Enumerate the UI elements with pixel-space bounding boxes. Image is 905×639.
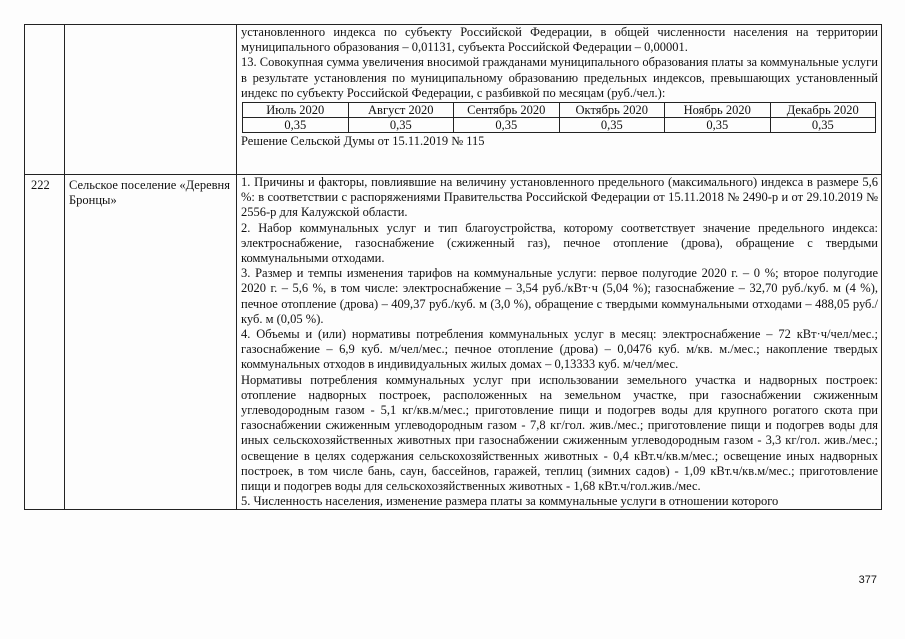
page-number: 377 xyxy=(858,574,877,586)
paragraph-2: 2. Набор коммунальных услуг и тип благоустройства, которому соответствует значение предельного индекса: электроснабжение, газоснабжение (сжиженный газ), печное отопление (дрова), обращение с твердыми коммунальными отходами. xyxy=(241,220,878,266)
paragraph-4: 4. Объемы и (или) нормативы потребления коммунальных услуг в месяц: электроснабжение – 72 кВт·ч/чел/мес.; газоснабжение – 6,9 куб. м/чел/мес.; печное отопление (дрова) – 0,0476 куб. м/кв. м./мес.; накопление твердых коммунальных отходов в индивидуальных жилых домах – 0,13333 куб. м/чел/мес. xyxy=(241,327,878,372)
value-cell: 0,35 xyxy=(559,118,665,133)
content-cell xyxy=(237,25,882,175)
value-cell: 0,35 xyxy=(348,118,454,133)
row-number: 222 xyxy=(25,175,65,510)
month-cell: Ноябрь 2020 xyxy=(665,103,771,118)
month-cell: Июль 2020 xyxy=(243,103,349,118)
settlement-name: Сельское поселение «Деревня Бронцы» xyxy=(65,175,237,510)
decision-reference: Решение Сельской Думы от 15.11.2019 № 115 xyxy=(241,134,485,149)
content-cell xyxy=(237,175,882,510)
table-row-222 xyxy=(25,175,882,510)
months-header-row xyxy=(243,103,876,118)
name-cell-empty xyxy=(65,25,237,175)
value-cell: 0,35 xyxy=(665,118,771,133)
values-row xyxy=(243,118,876,133)
paragraph-5: 5. Численность населения, изменение размера платы за коммунальные услуги в отношении которого xyxy=(241,494,779,509)
month-cell: Сентябрь 2020 xyxy=(454,103,560,118)
continued-text-13: 13. Совокупная сумма увеличения вносимой гражданами муниципального образования платы за коммунальные услуги в результате установления по муниципальному образованию предельных индексов, превышающих установленный индекс по субъекту Российской Федерации, с разбивкой по месяцам (руб./чел.): xyxy=(241,55,878,100)
number-cell-empty xyxy=(25,25,65,175)
paragraph-1: 1. Причины и факторы, повлиявшие на величину установленного предельного (максимального) индекса в размере 5,6 %: в соответствии с распоряжениями Правительства Российской Федерации от 15.11.2018 № 2490-р и от 29.10.2019 № 2556-р для Калужской области. xyxy=(241,175,878,220)
month-cell: Октябрь 2020 xyxy=(559,103,665,118)
main-table xyxy=(24,24,882,510)
value-cell: 0,35 xyxy=(454,118,560,133)
paragraph-3: 3. Размер и темпы изменения тарифов на коммунальные услуги: первое полугодие 2020 г. – 0 %; второе полугодие 2020 г. – 5,6 %, в том числе: электроснабжение – 3,54 руб./кВт·ч (5,04 %); газоснабжение – 32,70 руб./куб. м (4 %), печное отопление (дрова) – 409,37 руб./куб. м (3,0 %), обращение с твердыми коммунальными отходами – 488,05 руб./куб. м (0,05 %). xyxy=(241,266,878,326)
month-cell: Август 2020 xyxy=(348,103,454,118)
continued-text-1: установленного индекса по субъекту Российской Федерации, в общей численности населения на территории муниципального образования – 0,01131, субъекта Российской Федерации – 0,00001. xyxy=(241,25,878,55)
table-row-continued xyxy=(25,25,882,175)
month-cell: Декабрь 2020 xyxy=(770,103,876,118)
value-cell: 0,35 xyxy=(770,118,876,133)
monthly-payment-table xyxy=(242,102,876,133)
paragraph-norms: Нормативы потребления коммунальных услуг при использовании земельного участка и надворных построек: отопление надворных построек, расположенных на земельном участке, при газоснабжении сжиженным углеводородным газом - 5,1 кг/кв.м/мес.; приготовление пищи и подогрев воды для крупного рогатого скота при газоснабжении сжиженным углеводородным газом - 7,8 кг/гол. жив./мес.; приготовление пищи и подогрев воды для иных сельскохозяйственных животных при газоснабжении сжиженным углеводородным газом - 3,3 кг/гол. жив./мес.; освещение в целях содержания сельскохозяйственных животных - 0,4 кВт.ч/кв.м/мес.; освещение иных надворных построек, в том числе бань, саун, бассейнов, гаражей, теплиц (зимних садов) - 1,09 кВт.ч/кв.м/мес.; приготовление пищи и подогрев воды для сельскохозяйственных животных - 1,68 кВт.ч/гол.жив./мес. xyxy=(241,372,878,494)
value-cell: 0,35 xyxy=(243,118,349,133)
